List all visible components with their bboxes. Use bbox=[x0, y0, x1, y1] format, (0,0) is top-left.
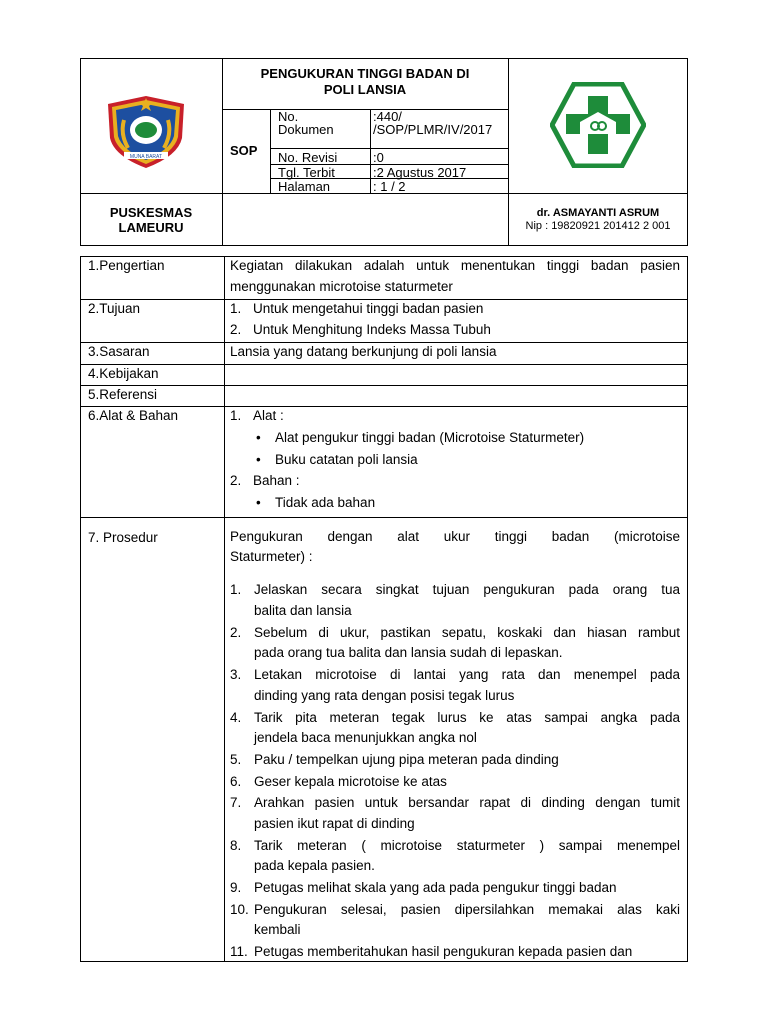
step-number: 11. bbox=[230, 944, 248, 959]
step-number: 9. bbox=[230, 880, 242, 895]
table-divider bbox=[80, 517, 688, 518]
step-text-line: balita dan lansia bbox=[254, 602, 352, 618]
step-number: 10. bbox=[230, 901, 249, 917]
field-value-tgl-terbit: :2 Agustus 2017 bbox=[373, 165, 467, 180]
step-number: 1. bbox=[230, 582, 242, 597]
step-number: 4. bbox=[230, 709, 242, 725]
table-divider bbox=[80, 406, 688, 407]
step-number: 7. bbox=[230, 795, 242, 810]
field-label-revisi: No. Revisi bbox=[278, 150, 338, 165]
header-divider bbox=[270, 109, 271, 193]
step-text-line: Jelaskan secara singkat tujuan pengukuran pada orang tua bbox=[254, 582, 680, 597]
bahan-item: Tidak ada bahan bbox=[275, 495, 376, 510]
row-label-referensi: 5.Referensi bbox=[88, 387, 158, 402]
step-text-line: kembali bbox=[254, 922, 301, 937]
list-number: 1. bbox=[230, 408, 242, 423]
step-text-line: Paku / tempelkan ujung pipa meteran pada dinding bbox=[254, 752, 559, 767]
list-number: 2. bbox=[230, 473, 242, 488]
title-line: PENGUKURAN TINGGI BADAN DI bbox=[260, 66, 470, 81]
step-number: 2. bbox=[230, 624, 242, 640]
step-text-line: Petugas melihat skala yang ada pada pengukur tinggi badan bbox=[254, 880, 617, 895]
step-text-line: Sebelum di ukur, pastikan sepatu, koskaki dan hiasan rambut bbox=[254, 624, 680, 640]
table-divider bbox=[224, 256, 225, 962]
row-label-tujuan: 2.Tujuan bbox=[88, 301, 141, 316]
field-value-halaman: : 1 / 2 bbox=[373, 179, 406, 194]
page-title bbox=[222, 66, 508, 98]
field-label-no-dokumen: No. Dokumen bbox=[278, 109, 334, 137]
signer-nip: Nip : 19820921 201412 2 001 bbox=[525, 220, 671, 232]
field-label-halaman: Halaman bbox=[278, 179, 331, 194]
alat-item: Buku catatan poli lansia bbox=[275, 452, 418, 467]
sop-label: SOP bbox=[230, 143, 258, 158]
step-text-line: Pengukuran selesai, pasien dipersilahkan memakai alas kaki bbox=[254, 901, 680, 917]
step-text-line: jendela baca menunjukkan angka nol bbox=[254, 730, 477, 745]
row-label-prosedur: 7. Prosedur bbox=[88, 530, 158, 545]
step-text-line: Tarik meteran ( microtoise staturmeter ) sampai menempel bbox=[254, 837, 680, 853]
signer-name: dr. ASMAYANTI ASRUM bbox=[536, 207, 660, 219]
alat-heading: Alat : bbox=[253, 408, 284, 423]
prosedur-intro-line: Pengukuran dengan alat ukur tinggi badan (microtoise bbox=[230, 529, 680, 544]
table-divider bbox=[80, 364, 688, 365]
step-text-line: dinding yang rata dengan posisi tegak lurus bbox=[254, 687, 515, 703]
step-number: 3. bbox=[230, 667, 242, 682]
step-text-line: Arahkan pasien untuk bersandar rapat di dinding dengan tumit bbox=[254, 795, 680, 810]
list-number: 2. bbox=[230, 322, 242, 337]
field-label-tgl-terbit: Tgl. Terbit bbox=[278, 165, 335, 180]
puskesmas-cross-icon bbox=[550, 82, 646, 168]
header-divider bbox=[508, 58, 509, 246]
sasaran-text: Lansia yang datang berkunjung di poli lansia bbox=[230, 344, 497, 359]
step-text-line: Letakan microtoise di lantai yang rata dan menempel pada bbox=[254, 667, 680, 682]
step-number: 5. bbox=[230, 752, 242, 767]
step-text-line: Petugas memberitahukan hasil pengukuran kepada pasien dan bbox=[254, 944, 633, 959]
tujuan-item: Untuk Menghitung Indeks Massa Tubuh bbox=[253, 322, 491, 337]
tujuan-item: Untuk mengetahui tinggi badan pasien bbox=[253, 301, 484, 316]
svg-text:MUNA BARAT: MUNA BARAT bbox=[129, 154, 163, 160]
step-number: 6. bbox=[230, 773, 242, 789]
field-value-no-dokumen: :440/ /SOP/PLMR/IV/2017 bbox=[373, 109, 493, 137]
list-number: 1. bbox=[230, 301, 242, 316]
step-text-line: pada orang tua balita dan lansia sudah di lepaskan. bbox=[254, 645, 563, 660]
row-label-sasaran: 3.Sasaran bbox=[88, 344, 150, 359]
step-text-line: pasien ikut rapat di dinding bbox=[254, 815, 415, 831]
bahan-heading: Bahan : bbox=[253, 473, 300, 488]
row-label-pengertian: 1.Pengertian bbox=[88, 258, 165, 273]
row-label-alat-bahan: 6.Alat & Bahan bbox=[88, 408, 179, 423]
step-number: 8. bbox=[230, 837, 242, 853]
title-line: POLI LANSIA bbox=[323, 82, 407, 97]
step-text-line: Tarik pita meteran tegak lurus ke atas sampai angka pada bbox=[254, 709, 680, 725]
alat-item: Alat pengukur tinggi badan (Microtoise Staturmeter) bbox=[275, 430, 585, 445]
prosedur-intro-line: Staturmeter) : bbox=[230, 549, 313, 564]
bullet-icon: • bbox=[256, 430, 261, 445]
bullet-icon: • bbox=[256, 452, 261, 467]
pengertian-text-line: menggunakan microtoise staturmeter bbox=[230, 279, 453, 294]
table-divider bbox=[80, 385, 688, 386]
step-text-line: Geser kepala microtoise ke atas bbox=[254, 773, 447, 789]
header-divider bbox=[370, 109, 371, 193]
bullet-icon: • bbox=[256, 495, 261, 510]
header-divider bbox=[270, 148, 508, 149]
regency-emblem-icon bbox=[100, 90, 192, 172]
org-name: PUSKESMAS LAMEURU bbox=[109, 205, 193, 235]
field-value-revisi: :0 bbox=[373, 150, 384, 165]
row-label-kebijakan: 4.Kebijakan bbox=[88, 366, 159, 381]
pengertian-text-line: Kegiatan dilakukan adalah untuk menentukan tinggi badan pasien bbox=[230, 258, 680, 273]
step-text-line: pada kepala pasien. bbox=[254, 858, 375, 873]
